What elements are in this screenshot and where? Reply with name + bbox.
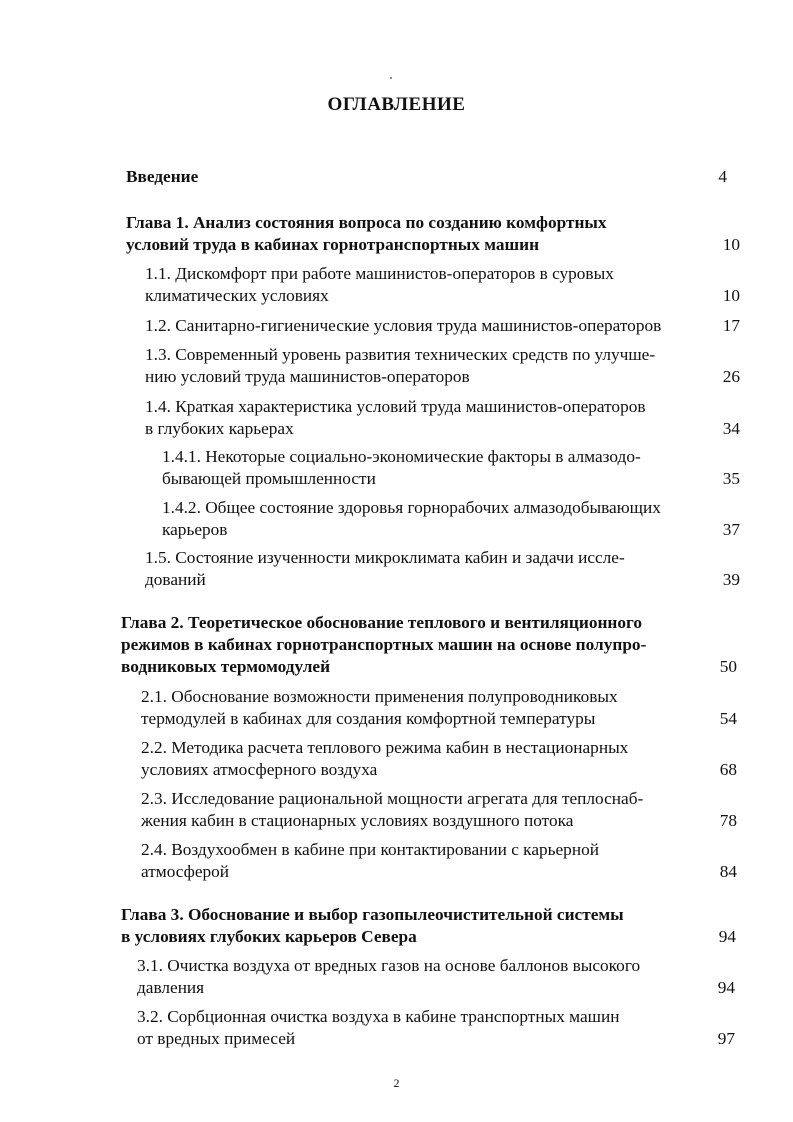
toc-entry-text: атмосферой [141, 862, 230, 881]
page-title: ОГЛАВЛЕНИЕ [327, 94, 466, 115]
toc-entry-page: 17 [722, 316, 740, 335]
toc-entry-text: 1.4. Краткая характеристика условий труда машинистов-операторов [145, 397, 646, 416]
toc-entry-text: давления [137, 978, 205, 997]
toc-entry-chapter-2[interactable] [121, 612, 737, 678]
toc-entry-2-3[interactable] [141, 788, 737, 832]
toc-entry-page: 84 [719, 862, 737, 881]
toc-entry-text: климатических условиях [145, 286, 329, 305]
toc-entry-page: 37 [722, 520, 740, 539]
toc-entry-text: условий труда в кабинах горнотранспортных машин [126, 235, 540, 254]
toc-entry-text: Глава 1. Анализ состояния вопроса по созданию комфортных [126, 213, 607, 232]
toc-entry-3-1[interactable] [137, 955, 735, 999]
toc-entry-text: 1.4.2. Общее состояние здоровья горнорабочих алмазодобывающих [162, 498, 661, 517]
toc-entry-text: 1.5. Состояние изученности микроклимата кабин и задачи иссле- [145, 548, 625, 567]
toc-entry-page: 10 [722, 235, 740, 254]
toc-entry-text: бывающей промышленности [162, 469, 376, 488]
toc-entry-text: в условиях глубоких карьеров Севера [121, 927, 417, 946]
toc-entry-1-2[interactable] [145, 315, 740, 337]
toc-entry-page: 34 [722, 419, 740, 438]
toc-entry-page: 97 [717, 1029, 735, 1048]
toc-entry-text: 2.1. Обоснование возможности применения полупроводниковых [141, 687, 618, 706]
toc-entry-2-1[interactable] [141, 686, 737, 730]
toc-entry-page: 4 [718, 167, 727, 186]
toc-entry-page: 94 [718, 927, 736, 946]
toc-entry-text: дований [145, 570, 206, 589]
toc-entry-text: 2.2. Методика расчета теплового режима кабин в нестационарных [141, 738, 629, 757]
toc-entry-text: 2.4. Воздухообмен в кабине при контактировании с карьерной [141, 840, 599, 859]
toc-entry-text: водниковых термомодулей [121, 657, 331, 676]
page-number: 2 [393, 1076, 400, 1090]
toc-entry-text: термодулей в кабинах для создания комфортной температуры [141, 709, 596, 728]
toc-entry-3-2[interactable] [137, 1006, 735, 1050]
toc-entry-1-4[interactable] [145, 396, 740, 440]
scan-speck [390, 77, 392, 79]
toc-entry-text: режимов в кабинах горнотранспортных машин на основе полупро- [121, 635, 647, 654]
toc-entry-page: 68 [719, 760, 737, 779]
toc-entry-text: Введение [126, 167, 199, 186]
toc-entry-2-2[interactable] [141, 737, 737, 781]
toc-entry-page: 26 [722, 367, 740, 386]
toc-entry-text: в глубоких карьерах [145, 419, 294, 438]
toc-entry-text: 1.2. Санитарно-гигиенические условия труда машинистов-операторов [145, 316, 662, 335]
toc-entry-introduction[interactable] [126, 166, 767, 188]
toc-entry-text: 1.1. Дискомфорт при работе машинистов-операторов в суровых [145, 264, 614, 283]
toc-entry-text: 2.3. Исследование рациональной мощности агрегата для теплоснаб- [141, 789, 644, 808]
toc-entry-text: нию условий труда машинистов-операторов [145, 367, 470, 386]
toc-entry-1-5[interactable] [145, 547, 740, 591]
toc-entry-1-3[interactable] [145, 344, 740, 388]
toc-entry-text: 1.4.1. Некоторые социально-экономические факторы в алмазодо- [162, 447, 641, 466]
toc-entry-text: условиях атмосферного воздуха [141, 760, 378, 779]
toc-entry-1-1[interactable] [145, 263, 740, 307]
toc-entry-page: 10 [722, 286, 740, 305]
toc-entry-text: жения кабин в стационарных условиях воздушного потока [141, 811, 574, 830]
toc-entry-text: 1.3. Современный уровень развития технических средств по улучше- [145, 345, 656, 364]
toc-entry-1-4-2[interactable] [162, 497, 740, 541]
toc-entry-text: карьеров [162, 520, 228, 539]
toc-entry-text: 3.1. Очистка воздуха от вредных газов на основе баллонов высокого [137, 956, 641, 975]
toc-entry-chapter-3[interactable] [121, 904, 736, 948]
toc-entry-chapter-1[interactable] [126, 212, 740, 256]
toc-entry-text: Глава 3. Обоснование и выбор газопылеочистительной системы [121, 905, 624, 924]
toc-entry-1-4-1[interactable] [162, 446, 740, 490]
toc-entry-page: 39 [722, 570, 740, 589]
toc-entry-text: 3.2. Сорбционная очистка воздуха в кабине транспортных машин [137, 1007, 620, 1026]
toc-entry-page: 35 [722, 469, 740, 488]
toc-entry-text: Глава 2. Теоретическое обоснование теплового и вентиляционного [121, 613, 643, 632]
toc-entry-page: 94 [717, 978, 735, 997]
toc-entry-page: 78 [719, 811, 737, 830]
toc-entry-text: от вредных примесей [137, 1029, 296, 1048]
toc-entry-2-4[interactable] [141, 839, 737, 883]
toc-entry-page: 54 [719, 709, 737, 728]
toc-entry-page: 50 [719, 657, 737, 676]
